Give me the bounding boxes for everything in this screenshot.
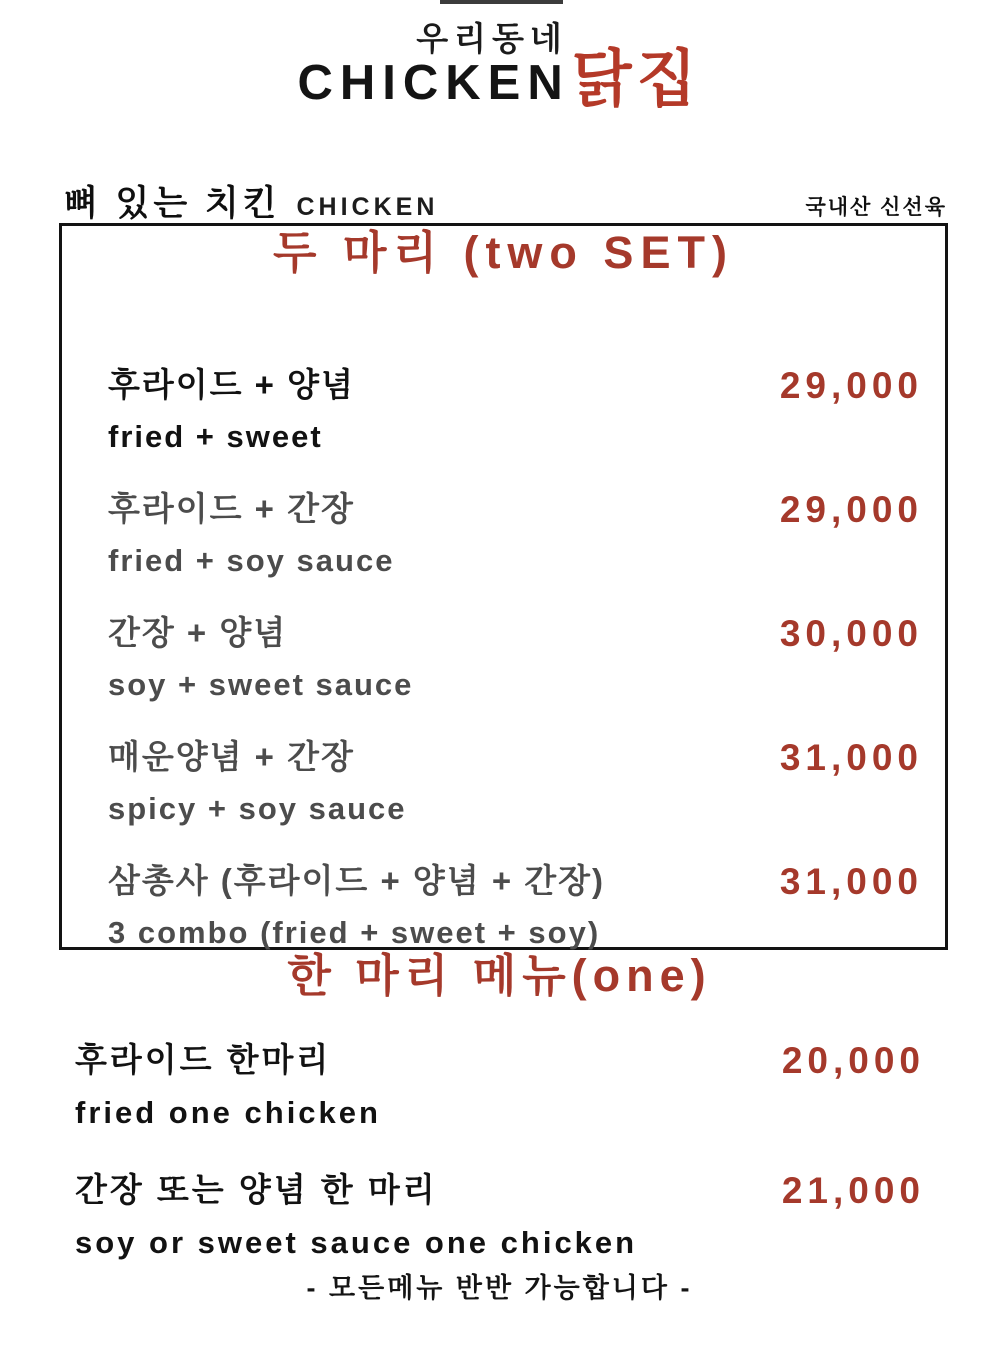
logo-subtitle: 우리동네	[416, 20, 568, 57]
menu-item-text	[108, 613, 413, 703]
menu-item	[75, 1170, 925, 1262]
one-chicken-section-title: 한 마리 메뉴(one)	[287, 950, 712, 1001]
item-name-english: fried one chicken	[75, 1095, 381, 1130]
item-name-korean: 후라이드 + 양념	[108, 366, 355, 403]
two-set-menu-box	[59, 223, 948, 950]
item-name-english: soy or sweet sauce one chicken	[75, 1225, 638, 1260]
item-name-english: spicy + soy sauce	[108, 791, 407, 826]
menu-item-text	[75, 1040, 381, 1132]
origin-note: 국내산 신선육	[805, 196, 947, 219]
item-price: 29,000	[779, 489, 923, 530]
item-price: 21,000	[781, 1170, 925, 1211]
menu-item	[108, 861, 923, 951]
one-chicken-item-list	[75, 1040, 925, 1300]
section-title-english: CHICKEN	[296, 193, 439, 221]
menu-item	[108, 489, 923, 579]
item-name-korean: 간장 + 양념	[108, 614, 288, 651]
menu-item-text	[108, 365, 355, 455]
section-title-korean: 뼈 있는 치킨	[64, 184, 281, 223]
two-set-title: 두 마리 (two SET)	[273, 227, 734, 278]
item-price: 30,000	[779, 613, 923, 654]
section-header-bone-chicken	[64, 176, 947, 226]
logo-title-korean: 닭집	[571, 45, 702, 115]
menu-item-text	[108, 861, 605, 951]
item-price: 31,000	[779, 737, 923, 778]
item-name-korean: 후라이드 + 간장	[108, 490, 355, 527]
item-price: 31,000	[779, 861, 923, 902]
item-price: 20,000	[781, 1040, 925, 1081]
logo-left-block	[297, 22, 569, 108]
top-edge-bar	[440, 0, 563, 4]
restaurant-logo	[0, 20, 999, 115]
item-name-korean: 간장 또는 양념 한 마리	[75, 1171, 438, 1208]
menu-item-text	[108, 489, 394, 579]
menu-item	[108, 613, 923, 703]
item-name-korean: 삼총사 (후라이드 + 양념 + 간장)	[108, 862, 606, 899]
menu-item-text	[108, 737, 407, 827]
menu-item	[75, 1040, 925, 1132]
logo-title-english: CHICKEN	[297, 56, 570, 110]
item-name-english: soy + sweet sauce	[108, 667, 414, 702]
item-price: 29,000	[779, 365, 923, 406]
item-name-english: 3 combo (fried + sweet + soy)	[108, 915, 601, 950]
section-header-left	[64, 176, 438, 226]
item-name-korean: 매운양념 + 간장	[108, 738, 355, 775]
half-half-note: - 모든메뉴 반반 가능합니다 -	[306, 1273, 693, 1303]
item-name-english: fried + sweet	[108, 419, 323, 454]
menu-item	[108, 365, 923, 455]
menu-item-text	[75, 1170, 637, 1262]
menu-item	[108, 737, 923, 827]
item-name-korean: 후라이드 한마리	[75, 1041, 332, 1078]
item-name-english: fried + soy sauce	[108, 543, 395, 578]
two-set-item-list	[62, 365, 945, 951]
